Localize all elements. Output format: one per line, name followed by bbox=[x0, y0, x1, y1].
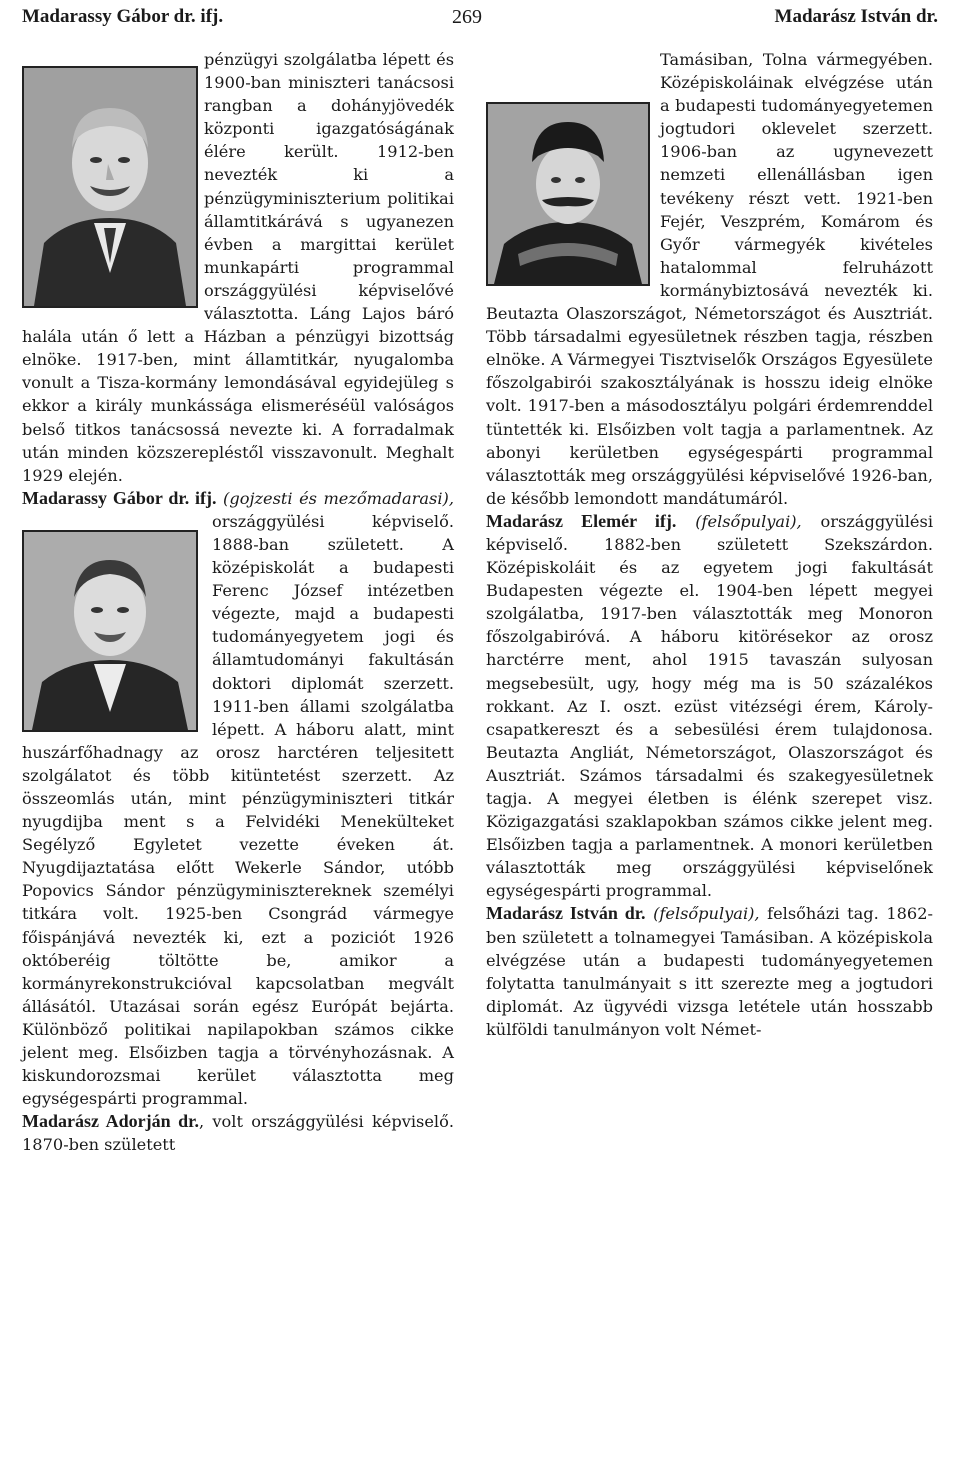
left-column bbox=[22, 48, 454, 1157]
entry-predicate: (felsőpulyai), bbox=[653, 904, 760, 924]
portrait-photo-madarassy-gabor-sr bbox=[22, 66, 198, 308]
entry-name: Madarassy Gábor dr. ifj. bbox=[22, 487, 217, 508]
entry-text: országgyülési képviselő. 1882-ben született Szekszárdon. Középiskoláit és az egyetem jogi fakultását Budapesten végezte el. 1904-ben lépett megyei szolgálatba, 1917-ben választották meg Monoron főszolgabiróvá. A háboru kitörésekor az orosz harctérre ment, ahol 1915 tavaszán sulyosan megsebesült, ugy, hogy még ma is 50 százalékos rokkant. Az I. oszt. ezüst vitézségi érem, Károly-csapatkereszt és a sebesülési érem tulajdonosa. Beutazta Angliát, Németországot, Olaszországot és Ausztriát. Számos társadalmi és szakegyesületnek tagja. A megyei életben is élénk szerepet visz. Közigazgatási szaklapokban számos cikke jelent meg. Elsőizben tagja a parlamentnek. A monori kerületben választották meg országgyülési képviselőnek egységespárti programmal. bbox=[486, 511, 933, 901]
page-number: 269 bbox=[452, 6, 482, 28]
entry-name: Madarász Elemér ifj. bbox=[486, 510, 677, 531]
bio-continuation-madarassy-gabor-sr: pénzügyi szolgálatba lépett és 1900-ban miniszteri tanácsosi rangban a dohányjövedék központi igazgatóságának élére került. 1912-ben nevezték ki a pénzügyminiszterium politikai államtitkárává s ugyanezen évben a margittai kerület munkapárti programmal országgyülési képviselővé választotta. Láng Lajos báró halála után ő lett a Házban a pénzügyi bizottság elnöke. 1917-ben, mint államtitkár, nyugalomba vonult a Tisza-kormány lemondásával egyidejüleg s ekkor a király munkássága elismeréséül valóságos belső titkos tanácsossá nevezte ki. A forradalmak után minden közszerepléstől visszavonult. Meghalt 1929 elején. bbox=[22, 50, 454, 485]
bio-entry-madarasz-adorjan bbox=[22, 1110, 454, 1156]
entry-predicate: (felsőpulyai), bbox=[695, 511, 802, 531]
right-column bbox=[486, 48, 933, 1041]
bio-entry-madarasz-elemer bbox=[486, 510, 933, 903]
page-header bbox=[22, 6, 938, 32]
bio-entry-madarasz-istvan bbox=[486, 902, 933, 1041]
bio-entry-madarassy-gabor-jr bbox=[22, 487, 454, 1111]
entry-text: országgyülési képviselő. 1888-ban született. A középiskolát a budapesti Ferenc József intézetben végezte, majd a budapesti tudományegyetem jogi és államtudományi fakultásán doktori diplomát szerzett. 1911-ben állami szolgálatba lépett. A háboru alatt, mint huszárfőhadnagy az orosz harctéren teljesitett szolgálatot és több kitüntetést szerzett. Az összeomlás után, mint pénzügyminiszteri titkár nyugdijba ment s a Felvidéki Menekülteket Segélyző Egyletet vezette éveken át. Nyugdijaztatása előtt Wekerle Sándor, utóbb Popovics Sándor pénzügyminisztereknek személyi titkára volt. 1925-ben Csongrád vármegye főispánjává nevezték ki, ezt a poziciót 1926 októberéig töltötte be, amikor a kormányrekonstrukcióval kapcsolatban megvált állásától. Utazásai során egész Európát bejárta. Különböző politikai napilapokban számos cikke jelent meg. Elsőizben tagja a törvényhozásnak. A kiskundorozsmai kerület választotta meg egységespárti programmal. bbox=[22, 511, 454, 1109]
portrait-image bbox=[24, 532, 196, 730]
running-head-right: Madarász István dr. bbox=[774, 6, 938, 27]
running-head-left: Madarassy Gábor dr. ifj. bbox=[22, 6, 224, 27]
entry-predicate: (gojzesti és mezőmadarasi), bbox=[223, 488, 454, 508]
entry-name: Madarász Adorján dr. bbox=[22, 1111, 200, 1132]
entry-name: Madarász István dr. bbox=[486, 903, 646, 924]
portrait-image bbox=[24, 68, 196, 306]
portrait-photo-madarasz-adorjan bbox=[486, 102, 650, 286]
bio-continuation-madarasz-adorjan: Tamásiban, Tolna vármegyében. Középiskoláinak elvégzése után a budapesti tudományegyetemen jogtudori oklevelet szerzett. 1906-ban az ugynevezett nemzeti ellenállásban igen tevékeny részt vett. 1921-ben Fejér, Veszprém, Komárom és Győr vármegyék kivételes hatalommal felruházott kormánybiztosává nevezték ki. Beutazta Olaszországot, Németországot és Ausztriát. Több társadalmi egyesületnek részben tagja, részben elnöke. A Vármegyei Tisztviselők Országos Egyesülete főszolgabirói szakosztályának is hosszu ideig elnöke volt. 1917-ben a másodosztályu polgári érdemrenddel tüntették ki. Elsőizben volt tagja a parlamentnek. Az abonyi kerületben egységespárti programmal választották meg országgyülési képviselővé 1926-ban, de később lemondott mandátumáról. bbox=[486, 50, 933, 508]
entry-text: felsőházi tag. 1862-ben született a tolnamegyei Tamásiban. A középiskola elvégzése után a budapesti tudományegyetemen folytatta tanulmányait s itt szerezte meg a jogtudori diplomát. Az ügyvédi vizsga letétele után hosszabb külföldi tanulmányon volt Német- bbox=[486, 904, 933, 1039]
entry-text: , volt országgyülési képviselő. 1870-ben született bbox=[22, 1112, 454, 1155]
portrait-image bbox=[488, 104, 648, 284]
portrait-photo-madarassy-gabor-jr bbox=[22, 530, 198, 732]
